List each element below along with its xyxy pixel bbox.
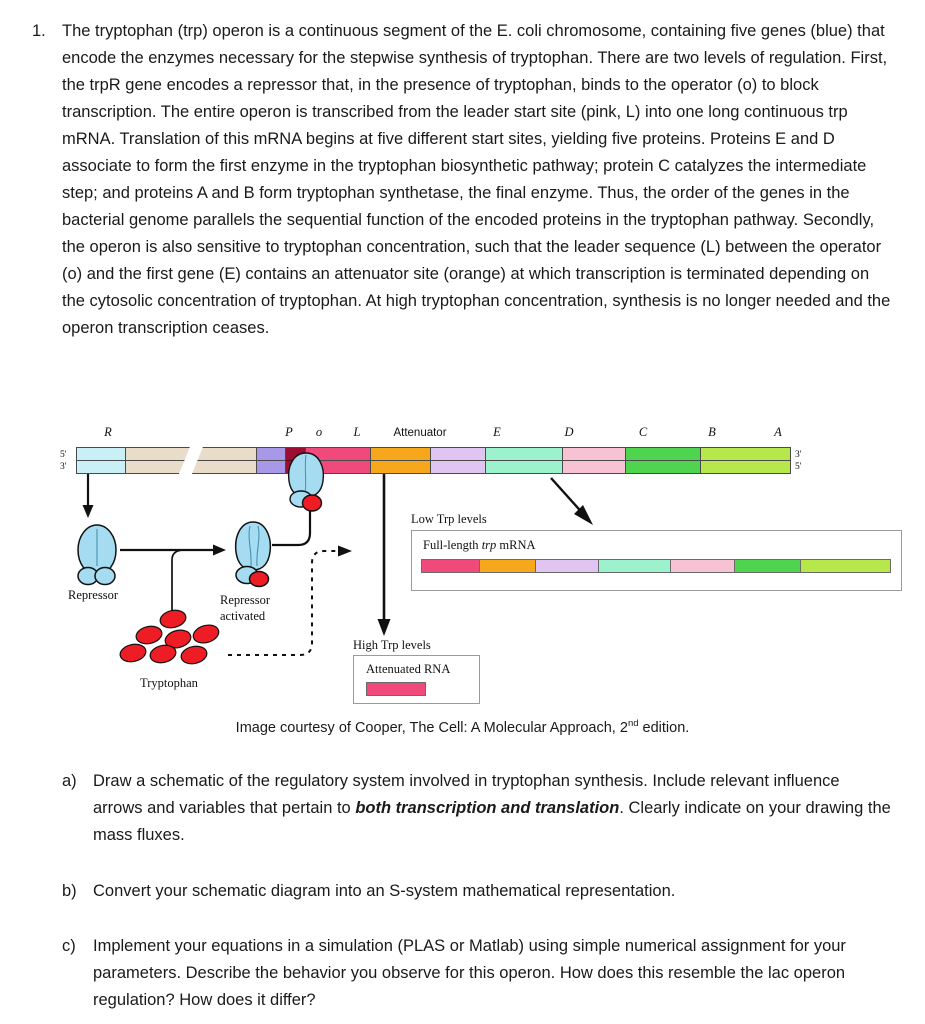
full-length-suffix: mRNA: [496, 538, 536, 552]
gene-label-C: C: [638, 425, 648, 439]
subquestion-a-letter: a): [62, 772, 77, 790]
full-length-italic-trp: trp: [481, 538, 497, 552]
dna-segment-B: [626, 448, 701, 473]
strand-label-3prime-left: 3': [60, 462, 67, 472]
arrow-dna-to-mrna: [548, 475, 600, 530]
question-text: The tryptophan (trp) operon is a continuous segment of the E. coli chromosome, containing five genes (blue) that encode the enzymes necessary for the stepwise synthesis of tryptophan. There are two levels of regulation. First, the trpR gene encodes a repressor that, in the presence of tryptophan, binds to the operator (o) to block transcription. The entire operon is transcribed from the leader start site (pink, L) into one long continuous trp mRNA. Translation of this mRNA begins at five different start sites, yielding five proteins. Proteins E and D associate to form the first enzyme in the tryptophan biosynthetic pathway; protein C catalyzes the intermediate step; and proteins A and B form tryptophan synthetase, the final enzyme. Thus, the order of the genes in the bacterial genome parallels the sequential function of the encoded proteins in the tryptophan pathway. Secondly, the operon is also sensitive to tryptophan concentration, such that the leader sequence (L) between the operator (o) and the first gene (E) contains an attenuator site (orange) at which transcription is terminated depending on the cytosolic concentration of tryptophan. At high tryptophan concentration, synthesis is no longer needed and the operon transcription ceases.: [62, 22, 891, 337]
strand-label-5prime-left: 5': [60, 450, 67, 460]
gene-label-P: P: [285, 425, 293, 439]
mrna-segment-L: [422, 560, 480, 572]
subquestion-b-letter: b): [62, 882, 77, 900]
gene-label-E: E: [493, 425, 501, 439]
dna-segment-attenuator: [371, 448, 431, 473]
attenuated-rna-label: Attenuated RNA: [366, 662, 451, 676]
subquestion-a-text: [93, 768, 892, 849]
dna-segment-D: [486, 448, 563, 473]
gene-label-D: D: [564, 425, 574, 439]
strand-label-3prime-right: 3': [795, 450, 802, 460]
gene-label-attenuator: Attenuator: [393, 427, 447, 439]
attenuated-rna-bar: [366, 682, 426, 696]
tryptophan-feed-line: [160, 542, 190, 616]
mrna-segment-A: [801, 560, 890, 572]
dna-segment-A: [701, 448, 790, 473]
subquestion-c: [62, 933, 892, 1014]
attenuation-axis-arrow: [376, 474, 396, 639]
dna-segment-E: [431, 448, 486, 473]
repressor-activated-label-line2: activated: [220, 609, 266, 623]
mrna-segment-B: [735, 560, 801, 572]
gene-map: [60, 425, 820, 485]
full-length-mrna-bar: [421, 559, 891, 573]
gene-label-L: L: [353, 425, 361, 439]
gene-label-A: A: [774, 425, 782, 439]
tryptophan-cluster-icon: [118, 607, 228, 669]
question-number: 1.: [32, 22, 46, 40]
subquestion-c-letter: c): [62, 937, 76, 955]
trp-operon-figure: [0, 425, 925, 745]
strand-label-5prime-right: 5': [795, 462, 802, 472]
subquestion-a: [62, 768, 892, 849]
subquestion-b-text: Convert your schematic diagram into an S-system mathematical representation.: [93, 882, 676, 900]
question-1-block: [30, 18, 895, 342]
mrna-segment-attenuator: [480, 560, 536, 572]
subquestion-a-emphasis: both transcription and translation: [355, 799, 620, 817]
mrna-segment-E: [536, 560, 599, 572]
gene-label-B: B: [708, 425, 716, 439]
dashed-arrow-tryptophan-to-attenuation: [228, 543, 356, 663]
dna-segment-C: [563, 448, 626, 473]
full-length-mrna-label: [423, 538, 536, 553]
figure-caption: [0, 718, 925, 736]
subquestion-b: [62, 878, 892, 905]
gene-map-labels: [60, 425, 820, 447]
high-trp-label: High Trp levels: [353, 638, 431, 652]
repressor-activated-label-line1: Repressor: [220, 593, 270, 607]
repressor-label: Repressor: [68, 588, 118, 602]
full-length-prefix: Full-length: [423, 538, 482, 552]
repressor-icon: [74, 524, 120, 586]
dna-segment-R: [77, 448, 126, 473]
low-trp-label: Low Trp levels: [411, 512, 487, 526]
rna-polymerase-icon: [279, 453, 333, 515]
gene-label-o: o: [315, 425, 323, 439]
caption-superscript: nd: [627, 718, 639, 729]
subquestion-c-text: Implement your equations in a simulation (PLAS or Matlab) using simple numerical assignment for your parameters. Describe the behavior you observe for this operon. How does this resemble the lac operon regulation? How does it differ?: [93, 937, 846, 1009]
subquestion-a-part-1: Draw a schematic of the regulatory system involved in tryptophan synthesis. Include relevant influence arrows and variables that pertain to: [93, 772, 840, 817]
question-row: [30, 18, 895, 342]
tryptophan-label: Tryptophan: [140, 676, 198, 690]
gene-label-R: R: [104, 425, 112, 439]
caption-before: Image courtesy of Cooper, The Cell: A Molecular Approach, 2: [235, 719, 628, 736]
arrow-R-to-repressor: [78, 474, 102, 522]
mrna-segment-D: [599, 560, 671, 572]
mrna-segment-C: [671, 560, 735, 572]
subquestion-a-part-3: . Clearly indicate on your drawing the mass fluxes.: [93, 799, 891, 844]
dna-bar: [76, 447, 791, 474]
caption-after: edition.: [638, 719, 690, 736]
